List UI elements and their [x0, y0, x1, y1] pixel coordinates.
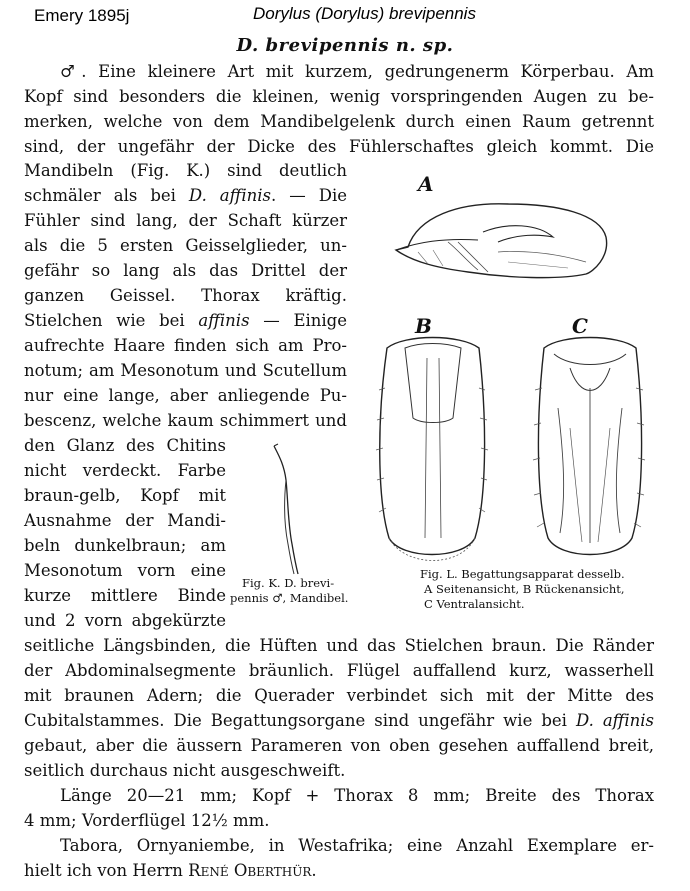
text-line: nicht verdeckt. Farbe — [24, 461, 226, 480]
text-line: 4 mm; Vorderflügel 12½ mm. — [24, 811, 270, 830]
text-line: aufrechte Haare finden sich am Pro- — [24, 336, 347, 355]
figure-label-b: B — [415, 314, 432, 338]
figure-a-side-view — [388, 192, 613, 292]
text-line: Mandibeln (Fig. K.) sind deutlich — [24, 161, 347, 180]
figure-c-ventral-view — [530, 328, 650, 573]
figure-k-caption-line1: Fig. K. D. brevi- — [242, 576, 335, 590]
text-line: mit braunen Adern; die Querader verbindet sich mit der Mitte des — [24, 686, 654, 705]
text-line: Tabora, Ornyaniembe, in Westafrika; eine Anzahl Exemplare er- — [60, 836, 654, 855]
figure-label-c: C — [572, 314, 588, 338]
text-line: und 2 vorn abgekürzte — [24, 611, 226, 630]
text-line: gebaut, aber die äussern Parameren von oben gesehen auffallend breit, — [24, 736, 654, 755]
text-line: Mesonotum vorn eine — [24, 561, 226, 580]
text-line: nur eine lange, aber anliegende Pu- — [24, 386, 347, 405]
text-line: Kopf sind besonders die kleinen, wenig vorspringenden Augen zu be- — [24, 87, 654, 106]
text-line: Fühler sind lang, der Schaft kürzer — [24, 211, 347, 230]
text-line: bescenz, welche kaum schimmert und — [24, 411, 347, 430]
text-line: gefähr so lang als das Drittel der — [24, 261, 347, 280]
text-line: braun-gelb, Kopf mit — [24, 486, 226, 505]
text-line: ganzen Geissel. Thorax kräftig. — [24, 286, 347, 305]
text-line: schmäler als bei D. affinis. — Die — [24, 186, 347, 205]
page-title: D. brevipennis n. sp. — [236, 35, 454, 56]
text-line: Länge 20—21 mm; Kopf + Thorax 8 mm; Breite des Thorax — [60, 786, 654, 805]
species-heading: Dorylus (Dorylus) brevipennis — [253, 4, 476, 23]
figure-label-a: A — [418, 172, 434, 196]
figure-l-caption-line3: C Ventralansicht. — [424, 597, 525, 611]
text-line: Stielchen wie bei affinis — Einige — [24, 311, 348, 330]
text-line: Ausnahme der Mandi- — [24, 511, 226, 530]
figure-b-dorsal-view — [375, 328, 490, 573]
text-line: seitliche Längsbinden, die Hüften und das Stielchen braun. Die Ränder — [24, 636, 654, 655]
text-line: der Abdominalsegmente bräunlich. Flügel auffallend kurz, wasserhell — [24, 661, 654, 680]
text-line: als die 5 ersten Geisselglieder, un- — [24, 236, 347, 255]
text-line: ♂. Eine kleinere Art mit kurzem, gedrungenerm Körperbau. Am — [60, 62, 654, 81]
text-line: merken, welche von dem Mandibelgelenk durch einen Raum getrennt — [24, 112, 654, 131]
figure-l-caption-line1: Fig. L. Begattungsapparat desselb. — [420, 567, 625, 581]
text-line: hielt ich von Herrn René Oberthür. — [24, 861, 317, 880]
text-line: beln dunkelbraun; am — [24, 536, 226, 555]
text-line: seitlich durchaus nicht ausgeschweift. — [24, 761, 346, 780]
text-line: Cubitalstammes. Die Begattungsorgane sind ungefähr wie bei D. affinis — [24, 711, 654, 730]
text-line: sind, der ungefähr der Dicke des Fühlerschaftes gleich kommt. Die — [24, 137, 654, 156]
text-line: notum; am Mesonotum und Scutellum — [24, 361, 347, 380]
figure-l-caption-line2: A Seitenansicht, B Rückenansicht, — [424, 582, 625, 596]
text-line: den Glanz des Chitins — [24, 436, 226, 455]
figure-k-mandible — [266, 440, 306, 580]
text-line: kurze mittlere Binde — [24, 586, 226, 605]
source-label: Emery 1895j — [34, 6, 130, 25]
figure-k-caption-line2: pennis ♂, Mandibel. — [230, 591, 349, 605]
